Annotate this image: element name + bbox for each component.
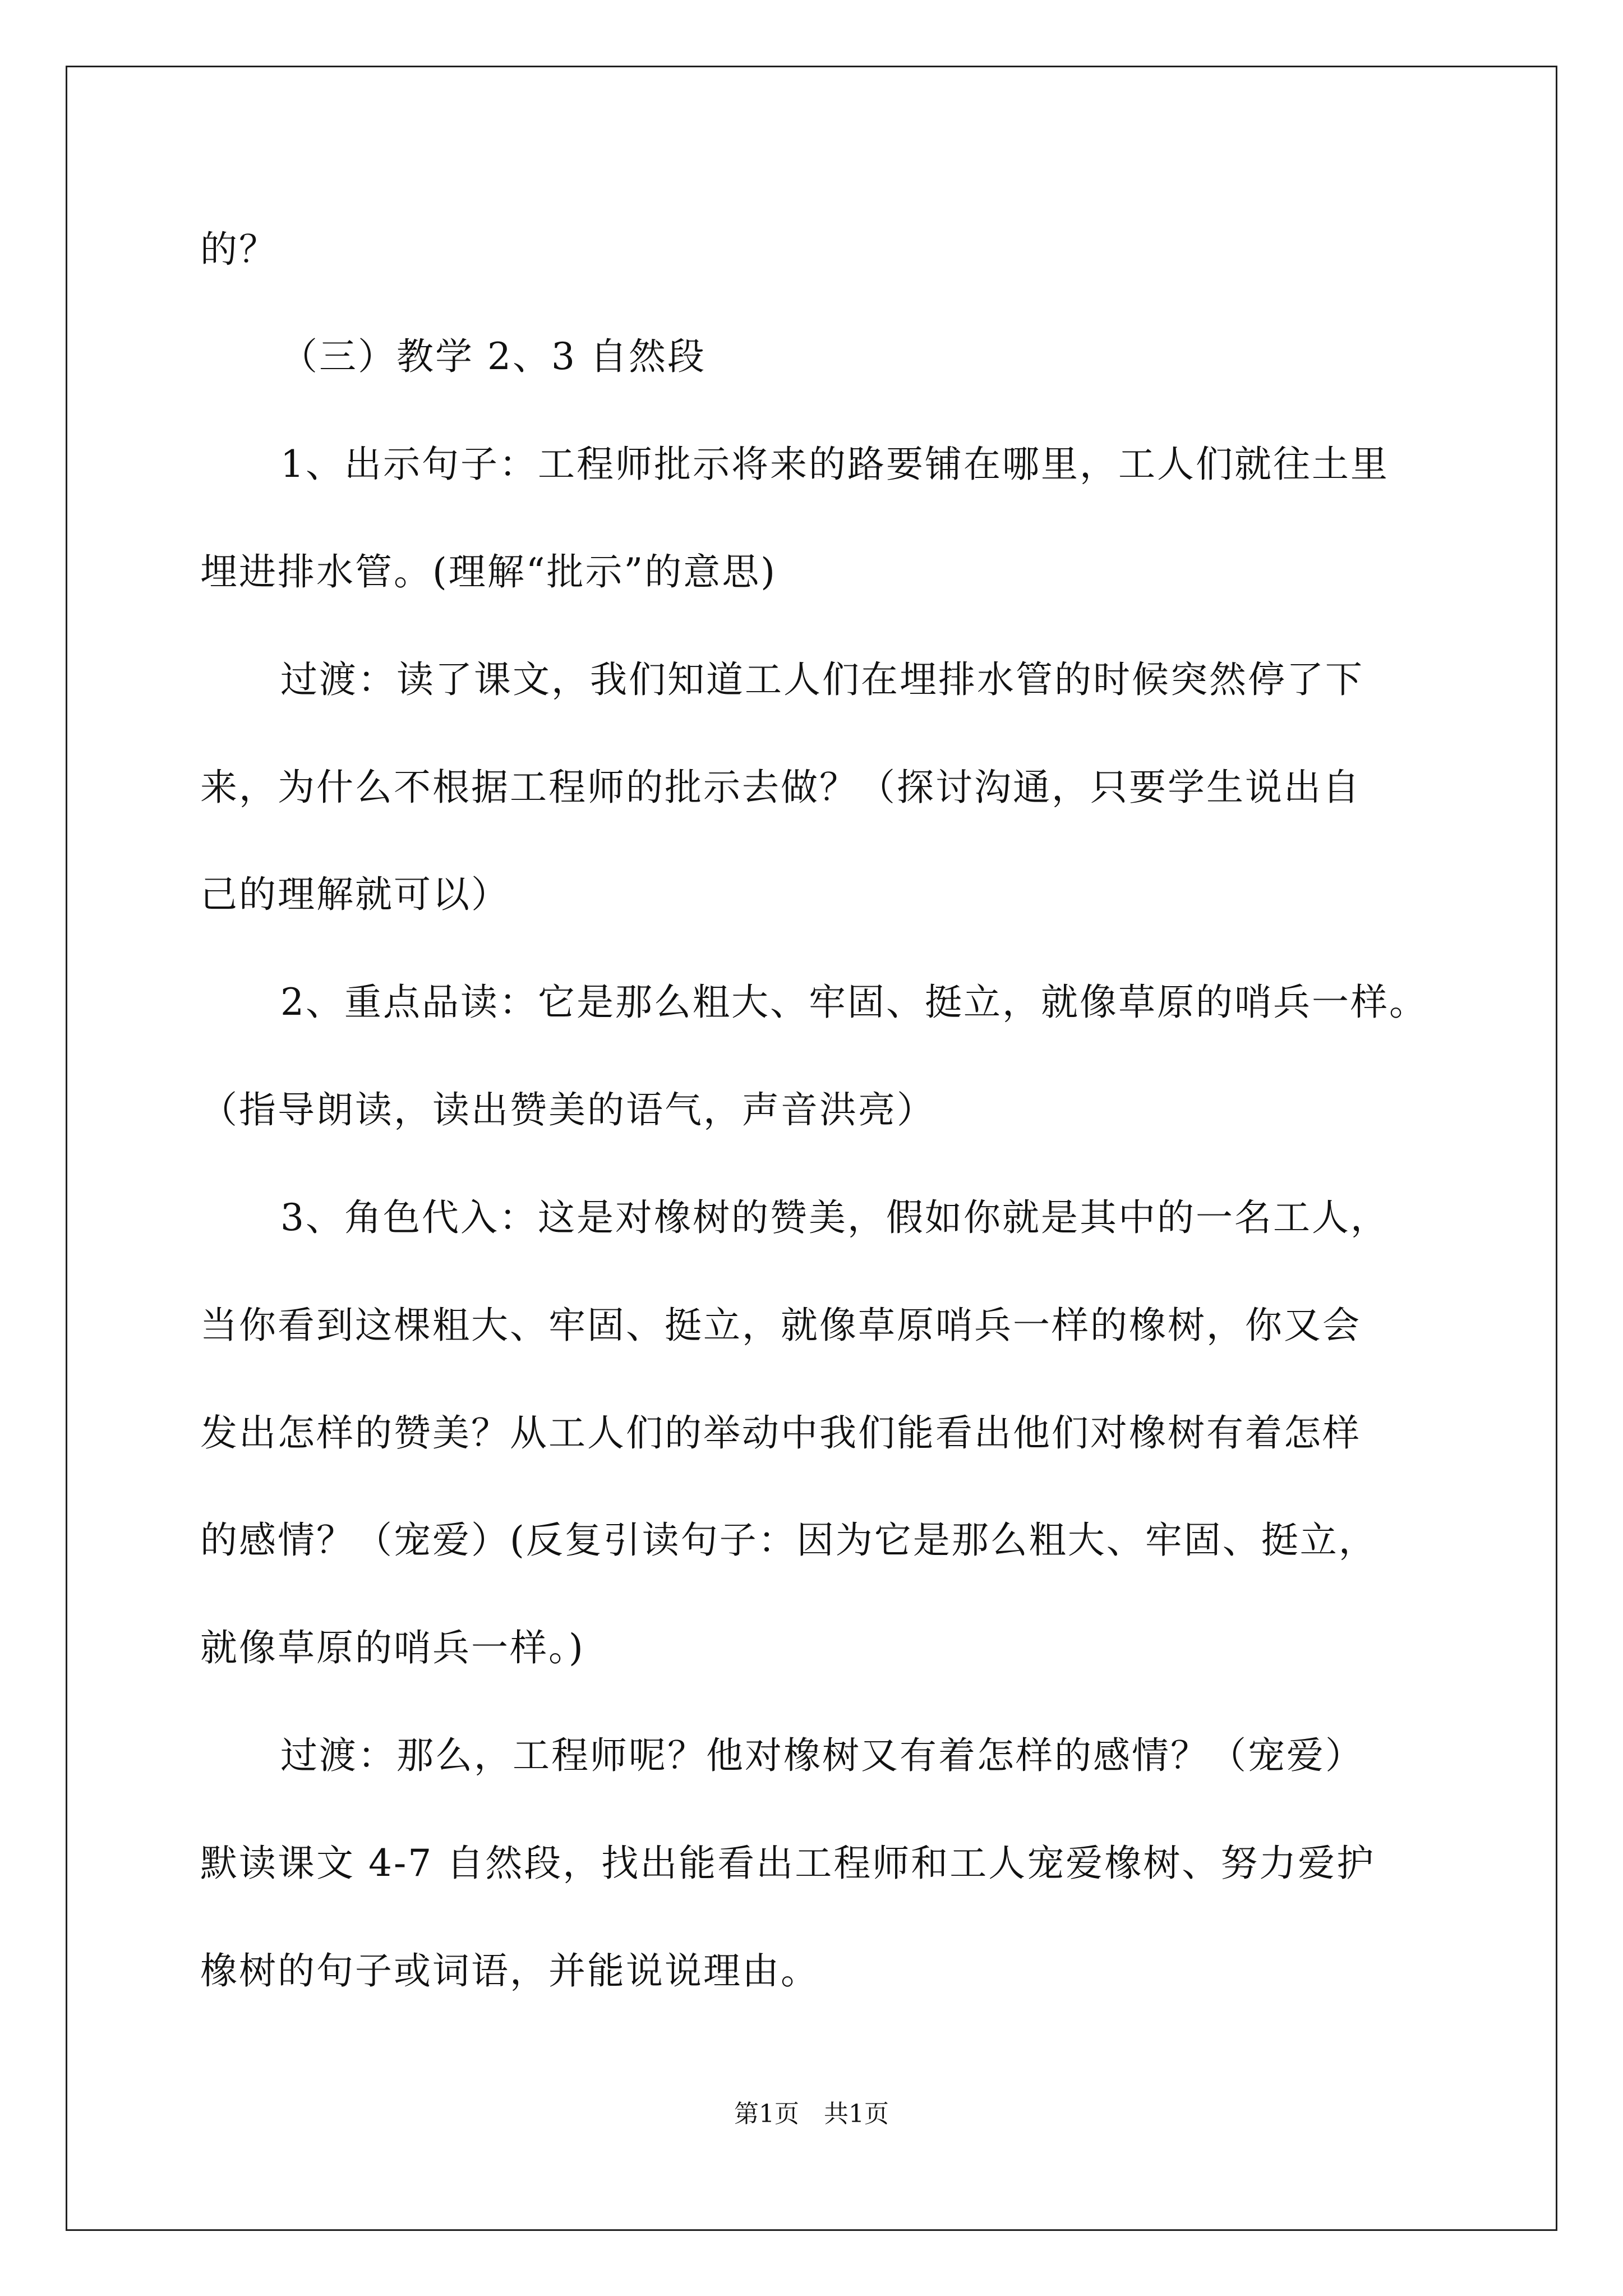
text-line: （指导朗读，读出赞美的语气，声音洪亮）: [200, 1088, 935, 1131]
text-line: 己的理解就可以）: [200, 873, 510, 916]
text-line: 发出怎样的赞美？从工人们的举动中我们能看出他们对橡树有着怎样: [200, 1411, 1361, 1455]
text-line: 默读课文 4-7 自然段，找出能看出工程师和工人宠爱橡树、努力爱护: [200, 1842, 1376, 1885]
text-line: 橡树的句子或词语，并能说说理由。: [200, 1949, 819, 1993]
text-line: 过渡：那么，工程师呢？他对橡树又有着怎样的感情？（宠爱）: [280, 1734, 1364, 1777]
text-line: 2、重点品读：它是那么粗大、牢固、挺立，就像草原的哨兵一样。: [280, 981, 1428, 1024]
page-border: [66, 66, 1557, 2231]
text-line: 1、出示句子：工程师批示将来的路要铺在哪里，工人们就往土里: [280, 443, 1389, 486]
text-line: 3、角色代入：这是对橡树的赞美，假如你就是其中的一名工人，: [280, 1196, 1389, 1239]
page-number-footer: 第1页 共1页: [734, 2100, 889, 2128]
text-line: 过渡：读了课文，我们知道工人们在埋排水管的时候突然停了下: [280, 658, 1364, 701]
text-line: 的感情？（宠爱）(反复引读句子：因为它是那么粗大、牢固、挺立，: [200, 1519, 1377, 1562]
text-line: 就像草原的哨兵一样。): [200, 1626, 585, 1669]
text-line: 的？: [200, 228, 278, 271]
section-heading: （三）教学 2、3 自然段: [280, 335, 706, 378]
text-line: 当你看到这棵粗大、牢固、挺立，就像草原哨兵一样的橡树，你又会: [200, 1304, 1361, 1347]
text-line: 来，为什么不根据工程师的批示去做？（探讨沟通，只要学生说出自: [200, 766, 1361, 809]
text-line: 埋进排水管。(理解“批示”的意思): [200, 550, 777, 593]
